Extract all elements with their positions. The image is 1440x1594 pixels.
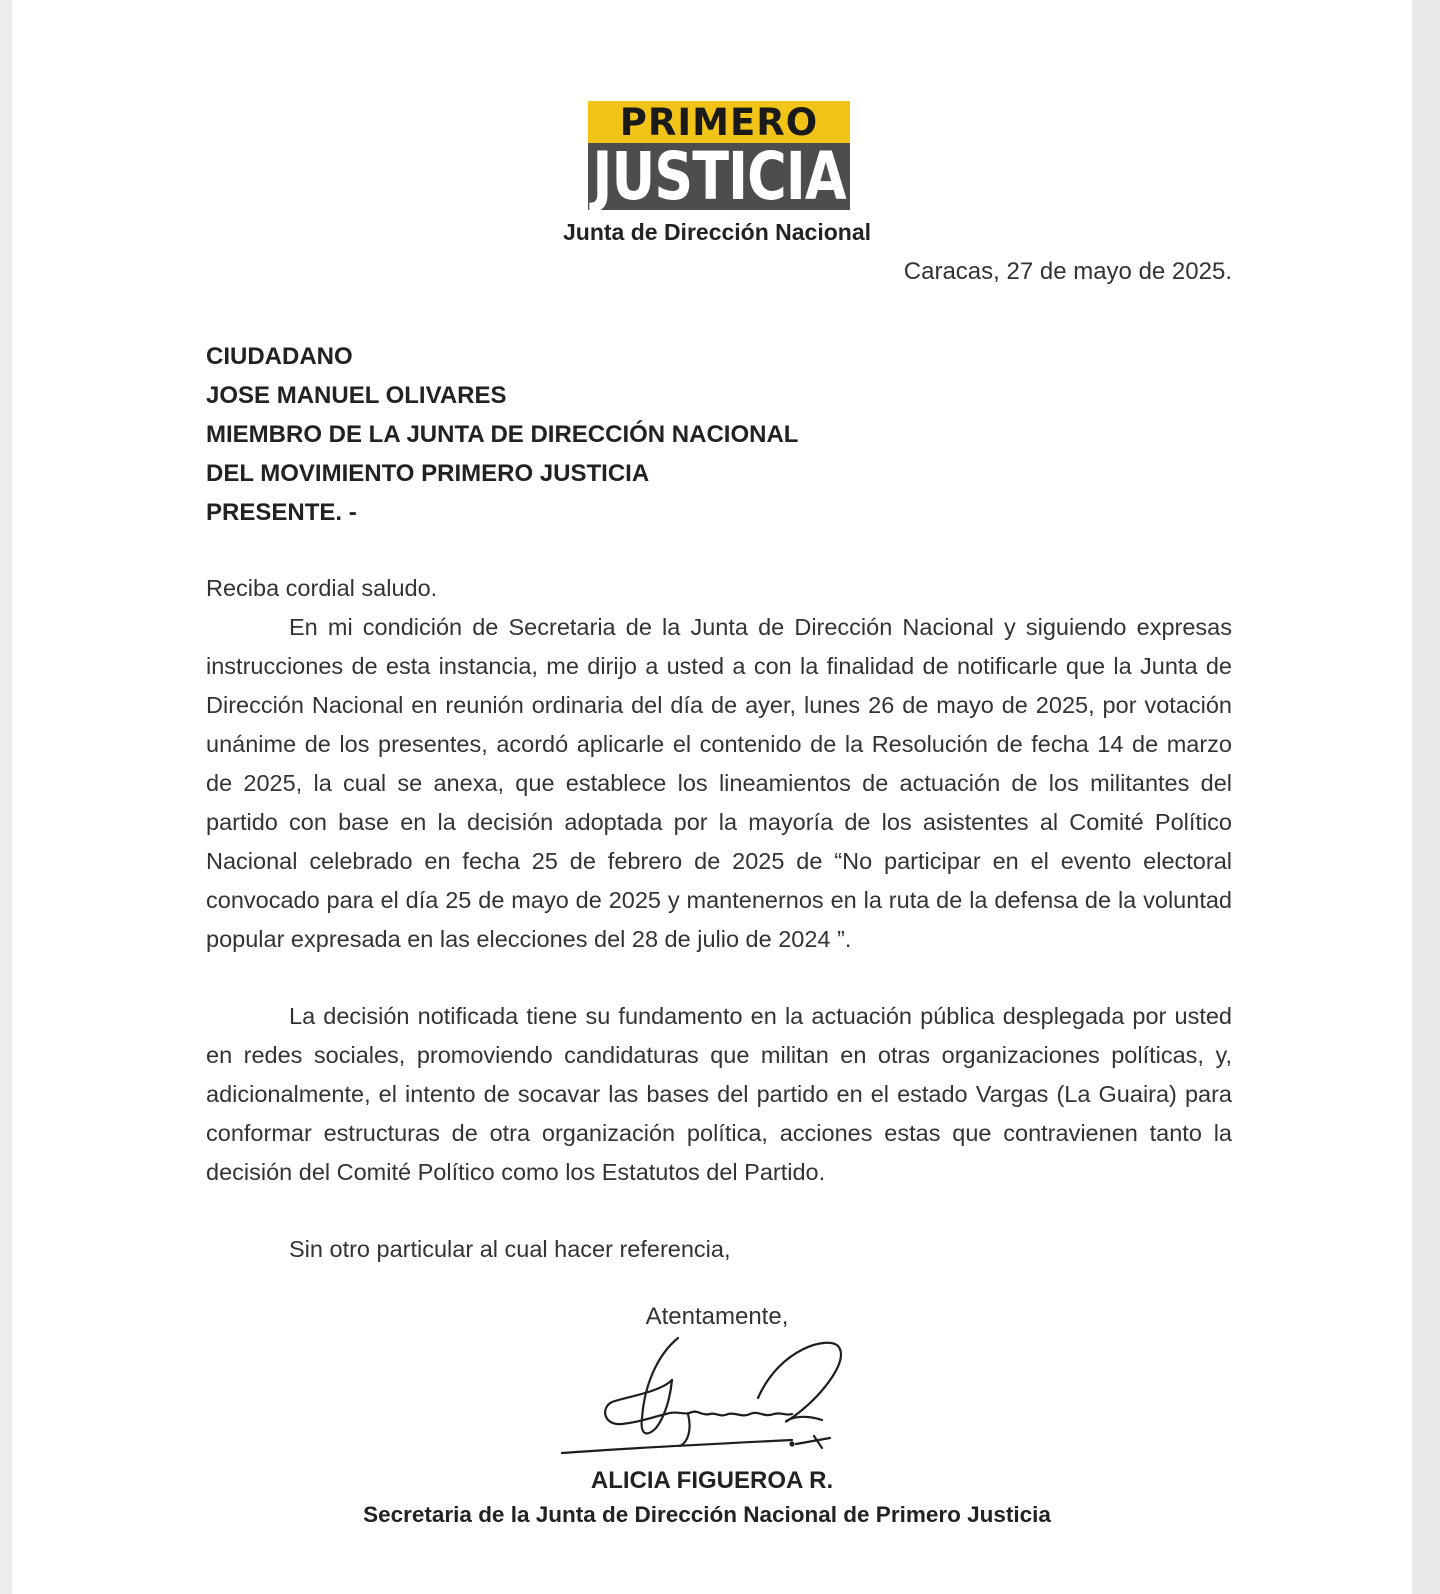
- logo-top-band: [588, 101, 850, 143]
- salutation-text: Atentamente,: [645, 1303, 789, 1330]
- body-paragraph-1: En mi condición de Secretaria de la Junta de Dirección Nacional y siguiendo expresas instrucciones de esta instancia, me dirijo a usted a con la finalidad de notificarle que la Junta de Dirección Nacional en reunión ordinaria del día de ayer, lunes 26 de mayo de 2025, por votación unánime de los presentes, acordó aplicarle el contenido de la Resolución de fecha 14 de marzo de 2025, la cual se anexa, que establece los lineamientos de actuación de los militantes del partido con base en la decisión adoptada por la mayoría de los asistentes al Comité Político Nacional celebrado en fecha 25 de febrero de 2025 de “No participar en el evento electoral convocado para el día 25 de mayo de 2025 y mantenernos en la ruta de la defensa de la voluntad popular expresada en las elecciones del 28 de julio de 2024 ”.: [206, 614, 1232, 952]
- recipient-name: JOSE MANUEL OLIVARES: [206, 382, 507, 409]
- signer-name-text: ALICIA FIGUEROA R.: [590, 1467, 834, 1494]
- recipient-line: MIEMBRO DE LA JUNTA DE DIRECCIÓN NACIONAL: [206, 421, 799, 448]
- party-logo: [588, 100, 850, 215]
- recipient-block: [206, 337, 798, 532]
- handwritten-signature: [560, 1330, 860, 1480]
- date-line: Caracas, 27 de mayo de 2025.: [903, 258, 1232, 285]
- greeting: Reciba cordial saludo.: [206, 575, 438, 601]
- logo-bottom-band: [588, 138, 850, 215]
- logo-line-primero: PRIMERO: [619, 100, 819, 144]
- logo-line-justicia: JUSTICIA: [592, 138, 846, 215]
- signer-name: [0, 1467, 1440, 1495]
- recipient-line: CIUDADANO: [206, 343, 353, 370]
- recipient-line: DEL MOVIMIENTO PRIMERO JUSTICIA: [206, 460, 650, 487]
- signer-title-text: Secretaria de la Junta de Dirección Nacional de Primero Justicia: [363, 1502, 1051, 1527]
- org-unit-text: Junta de Dirección Nacional: [562, 219, 872, 245]
- body-paragraph-2: La decisión notificada tiene su fundamento en la actuación pública desplegada por usted en redes sociales, promoviendo candidaturas que militan en otras organizaciones políticas, y, adicionalmente, el intento de socavar las bases del partido en el estado Vargas (La Guaira) para conformar estructuras de otra organización política, acciones estas que contravienen tanto la decisión del Comité Político como los Estatutos del Partido.: [206, 1003, 1232, 1185]
- letter-body: [206, 569, 1232, 1269]
- closing-phrase: Sin otro particular al cual hacer referencia,: [289, 1236, 731, 1262]
- signer-title: [0, 1502, 1440, 1528]
- salutation: [0, 1303, 1440, 1331]
- recipient-line: PRESENTE. -: [206, 499, 357, 526]
- org-unit-heading: [0, 219, 1440, 246]
